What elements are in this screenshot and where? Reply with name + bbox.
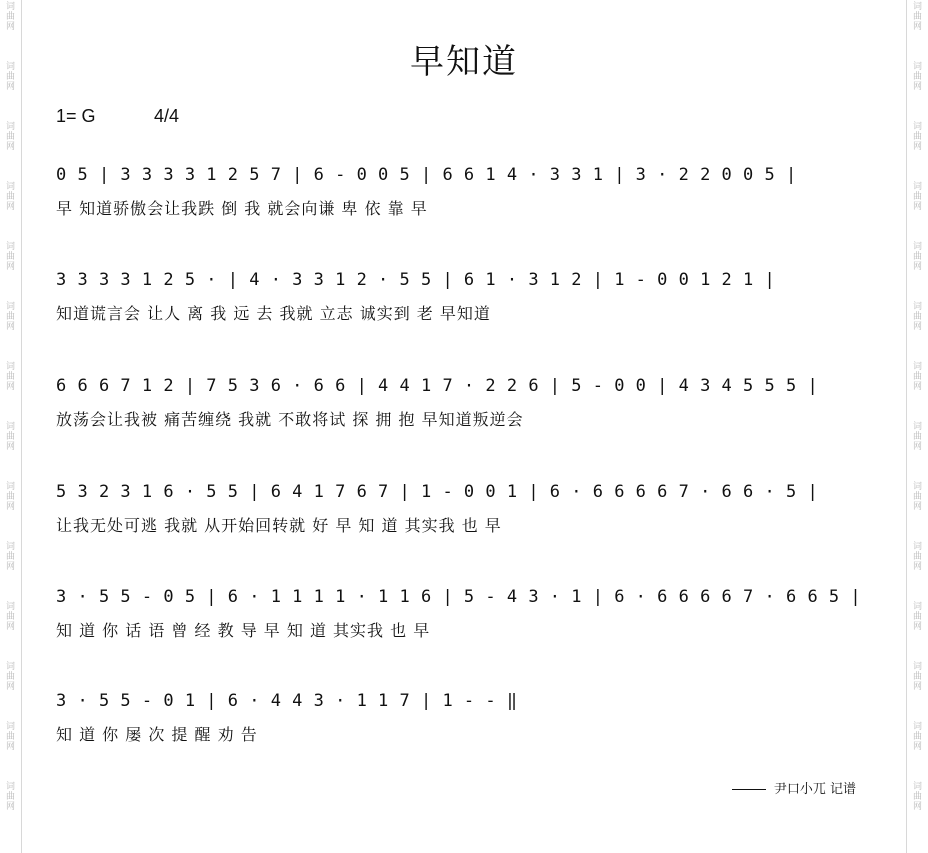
watermark: 词曲网 — [912, 782, 922, 812]
score-line-2-lyrics: 知道谎言会 让人 离 我 远 去 我就 立志 诚实到 老 早知道 — [56, 304, 491, 323]
key-signature: 1= G — [56, 106, 96, 126]
score-line-5-notes: 3 · 5 5 - 0 5 | 6 · 1 1 1 1 · 1 1 6 | 5 - 4 3 · 1 | 6 · 6 6 6 6 7 · 6 6 5 | — [56, 587, 862, 607]
watermark: 词曲网 — [912, 602, 922, 632]
watermark: 词曲网 — [912, 122, 922, 152]
score-line-4-lyrics: 让我无处可逃 我就 从开始回转就 好 早 知 道 其实我 也 早 — [56, 516, 502, 535]
score-line-3-lyrics: 放荡会让我被 痛苦缠绕 我就 不敢将试 探 拥 抱 早知道叛逆会 — [56, 410, 524, 429]
watermark: 词曲网 — [5, 422, 15, 452]
transcriber-credit — [732, 778, 856, 797]
watermark: 词曲网 — [5, 542, 15, 572]
watermark: 词曲网 — [5, 602, 15, 632]
score-line-3-notes: 6 6 6 7 1 2 | 7 5 3 6 · 6 6 | 4 4 1 7 · 2 2 6 | 5 - 0 0 | 4 3 4 5 5 5 | — [56, 376, 819, 396]
watermark: 词曲网 — [912, 662, 922, 692]
score-line-1-lyrics: 早 知道骄傲会让我跌 倒 我 就会向谦 卑 依 靠 早 — [56, 199, 428, 218]
watermark: 词曲网 — [5, 182, 15, 212]
watermark: 词曲网 — [5, 242, 15, 272]
watermark: 词曲网 — [5, 722, 15, 752]
score-line-2-notes: 3 3 3 3 1 2 5 · | 4 · 3 3 1 2 · 5 5 | 6 1 · 3 1 2 | 1 - 0 0 1 2 1 | — [56, 270, 776, 290]
watermark: 词曲网 — [912, 722, 922, 752]
watermark: 词曲网 — [912, 482, 922, 512]
score-line-1-notes: 0 5 | 3 3 3 3 1 2 5 7 | 6 - 0 0 5 | 6 6 1 4 · 3 3 1 | 3 · 2 2 0 0 5 | — [56, 165, 797, 185]
watermark: 词曲网 — [912, 302, 922, 332]
score-line-6-lyrics: 知 道 你 屡 次 提 醒 劝 告 — [56, 725, 258, 744]
watermark: 词曲网 — [912, 2, 922, 32]
credit-text: 尹口小兀 记谱 — [773, 782, 856, 797]
watermark: 词曲网 — [912, 242, 922, 272]
watermark: 词曲网 — [5, 362, 15, 392]
watermark: 词曲网 — [5, 302, 15, 332]
watermark: 词曲网 — [912, 362, 922, 392]
time-signature: 4/4 — [154, 106, 180, 126]
watermark: 词曲网 — [5, 662, 15, 692]
score-line-6-notes: 3 · 5 5 - 0 1 | 6 · 4 4 3 · 1 1 7 | 1 - - ‖ — [56, 691, 518, 711]
watermark: 词曲网 — [5, 62, 15, 92]
watermark: 词曲网 — [5, 2, 15, 32]
watermark: 词曲网 — [5, 482, 15, 512]
watermark: 词曲网 — [5, 782, 15, 812]
watermark: 词曲网 — [5, 122, 15, 152]
right-watermark-strip — [906, 0, 928, 853]
score-line-4-notes: 5 3 2 3 1 6 · 5 5 | 6 4 1 7 6 7 | 1 - 0 0 1 | 6 · 6 6 6 6 7 · 6 6 · 5 | — [56, 482, 819, 502]
watermark: 词曲网 — [912, 422, 922, 452]
left-watermark-strip — [0, 0, 22, 853]
credit-dash — [732, 789, 766, 790]
song-title: 早知道 — [410, 42, 518, 82]
score-line-5-lyrics: 知 道 你 话 语 曾 经 教 导 早 知 道 其实我 也 早 — [56, 621, 431, 640]
watermark: 词曲网 — [912, 182, 922, 212]
watermark: 词曲网 — [912, 62, 922, 92]
watermark: 词曲网 — [912, 542, 922, 572]
